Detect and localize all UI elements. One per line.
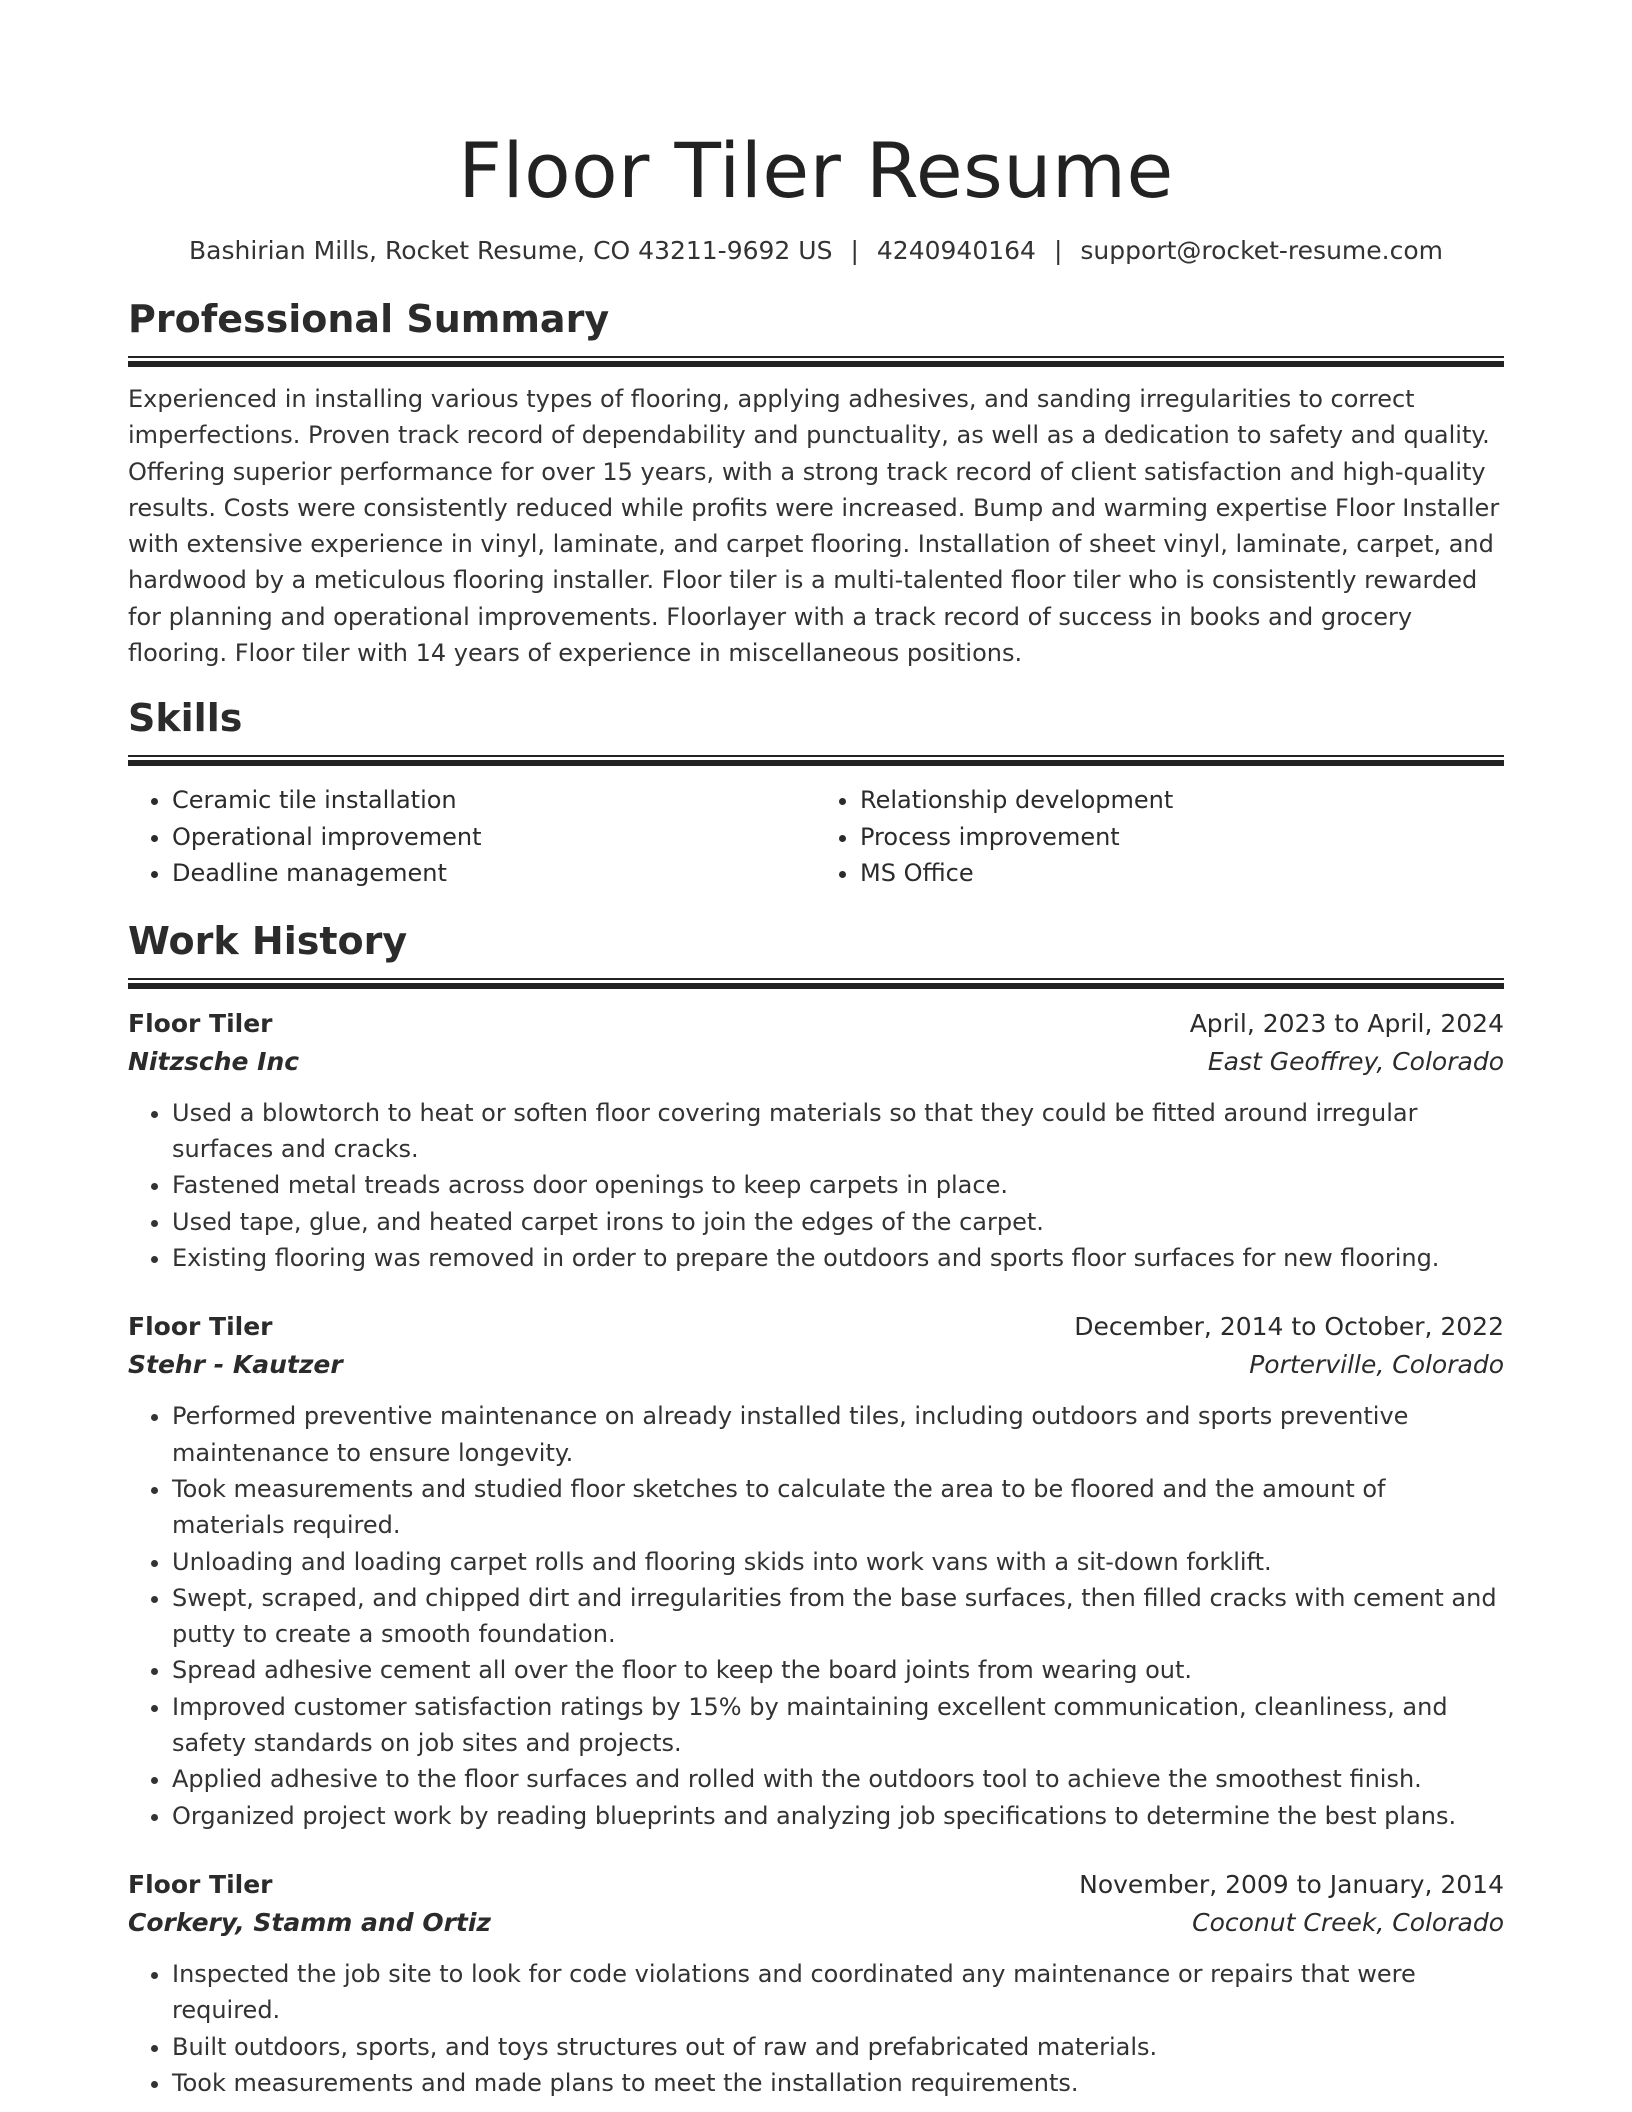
- section-divider: [128, 755, 1504, 766]
- list-item: • Unloading and loading carpet rolls and flooring skids into work vans with a sit-down forklift.: [172, 1544, 1504, 1580]
- job-location: Porterville, Colorado: [1249, 1350, 1504, 1380]
- contact-phone: 4240940164: [876, 236, 1036, 265]
- job-header: [128, 1005, 1504, 1043]
- job-company: Corkery, Stamm and Ortiz: [128, 1907, 491, 1937]
- contact-email: support@rocket-resume.com: [1080, 236, 1443, 265]
- contact-separator: |: [1053, 236, 1063, 265]
- skills-list: [128, 782, 1504, 892]
- skill-item: • Process improvement: [860, 819, 1504, 856]
- list-item: • Built outdoors, sports, and toys structures out of raw and prefabricated materials.: [172, 2029, 1504, 2065]
- job-entry: [128, 1005, 1504, 1276]
- list-item: • Organized project work by reading blueprints and analyzing job specifications to determine the best plans.: [172, 1798, 1504, 1834]
- section-heading: Skills: [128, 696, 243, 741]
- list-item: • Performed preventive maintenance on already installed tiles, including outdoors and sports preventive maintenance to ensure longevity.: [172, 1398, 1504, 1471]
- list-item: • Inspected the job site to look for code violations and coordinated any maintenance or repairs that were required.: [172, 1956, 1504, 2029]
- job-entry: [128, 1866, 1504, 2101]
- contact-line: [128, 234, 1504, 268]
- contact-address: Bashirian Mills, Rocket Resume, CO 43211-9692 US: [189, 236, 833, 265]
- job-title: Floor Tiler: [128, 1008, 273, 1038]
- section-divider: [128, 356, 1504, 367]
- job-header: [128, 1866, 1504, 1904]
- job-company: Stehr - Kautzer: [128, 1350, 343, 1380]
- job-subheader: [128, 1043, 1504, 1081]
- job-title: Floor Tiler: [128, 1869, 273, 1899]
- page-title: Floor Tiler Resume: [458, 126, 1174, 215]
- list-item: • Spread adhesive cement all over the floor to keep the board joints from wearing out.: [172, 1652, 1504, 1688]
- list-item: • Used tape, glue, and heated carpet irons to join the edges of the carpet.: [172, 1204, 1504, 1240]
- section-divider: [128, 978, 1504, 989]
- job-bullets: [128, 1956, 1504, 2101]
- job-location: Coconut Creek, Colorado: [1192, 1907, 1504, 1937]
- list-item: • Fastened metal treads across door openings to keep carpets in place.: [172, 1167, 1504, 1203]
- list-item: • Improved customer satisfaction ratings by 15% by maintaining excellent communication, cleanliness, and safety standards on job sites and projects.: [172, 1689, 1504, 1762]
- job-dates: November, 2009 to January, 2014: [1079, 1869, 1504, 1899]
- job-company: Nitzsche Inc: [128, 1046, 300, 1076]
- list-item: • Existing flooring was removed in order to prepare the outdoors and sports floor surfaces for new flooring.: [172, 1240, 1504, 1276]
- list-item: • Took measurements and studied floor sketches to calculate the area to be floored and the amount of materials required.: [172, 1471, 1504, 1544]
- skills-column-right: [816, 782, 1504, 892]
- job-location: East Geoffrey, Colorado: [1207, 1046, 1504, 1076]
- summary-section: [128, 296, 1504, 671]
- skill-item: • Ceramic tile installation: [172, 782, 816, 819]
- job-subheader: [128, 1904, 1504, 1942]
- section-heading: Work History: [128, 918, 408, 963]
- list-item: • Swept, scraped, and chipped dirt and irregularities from the base surfaces, then filled cracks with cement and putty to create a smooth foundation.: [172, 1580, 1504, 1653]
- skills-section: [128, 695, 1504, 892]
- list-item: • Took measurements and made plans to meet the installation requirements.: [172, 2065, 1504, 2101]
- job-title: Floor Tiler: [128, 1312, 273, 1342]
- job-subheader: [128, 1346, 1504, 1384]
- job-header: [128, 1308, 1504, 1346]
- contact-separator: |: [850, 236, 859, 265]
- list-item: • Used a blowtorch to heat or soften floor covering materials so that they could be fitted around irregular surfaces and cracks.: [172, 1095, 1504, 1168]
- job-dates: December, 2014 to October, 2022: [1074, 1312, 1504, 1342]
- list-item: • Applied adhesive to the floor surfaces and rolled with the outdoors tool to achieve the smoothest finish.: [172, 1761, 1504, 1797]
- job-bullets: [128, 1095, 1504, 1276]
- skill-item: • Relationship development: [860, 782, 1504, 819]
- section-heading: Professional Summary: [128, 297, 610, 341]
- skill-item: • Deadline management: [172, 855, 816, 892]
- skill-item: • MS Office: [860, 855, 1504, 892]
- work-history-section: [128, 918, 1504, 2101]
- job-bullets: [128, 1398, 1504, 1834]
- job-entry: [128, 1308, 1504, 1834]
- job-dates: April, 2023 to April, 2024: [1189, 1008, 1504, 1038]
- skill-item: • Operational improvement: [172, 819, 816, 856]
- skills-column-left: [128, 782, 816, 892]
- summary-text: Experienced in installing various types of flooring, applying adhesives, and sanding irregularities to correct imperfections. Proven track record of dependability and punctuality, as well as a dedication to safety and quality. Offering superior performance for over 15 years, with a strong track record of client satisfaction and high-quality results. Costs were consistently reduced while profits were increased. Bump and warming expertise Floor Installer with extensive experience in vinyl, laminate, and carpet flooring. Installation of sheet vinyl, laminate, carpet, and hardwood by a meticulous flooring installer. Floor tiler is a multi-talented floor tiler who is consistently rewarded for planning and operational improvements. Floorlayer with a track record of success in books and grocery flooring. Floor tiler with 14 years of experience in miscellaneous positions.: [128, 385, 1500, 668]
